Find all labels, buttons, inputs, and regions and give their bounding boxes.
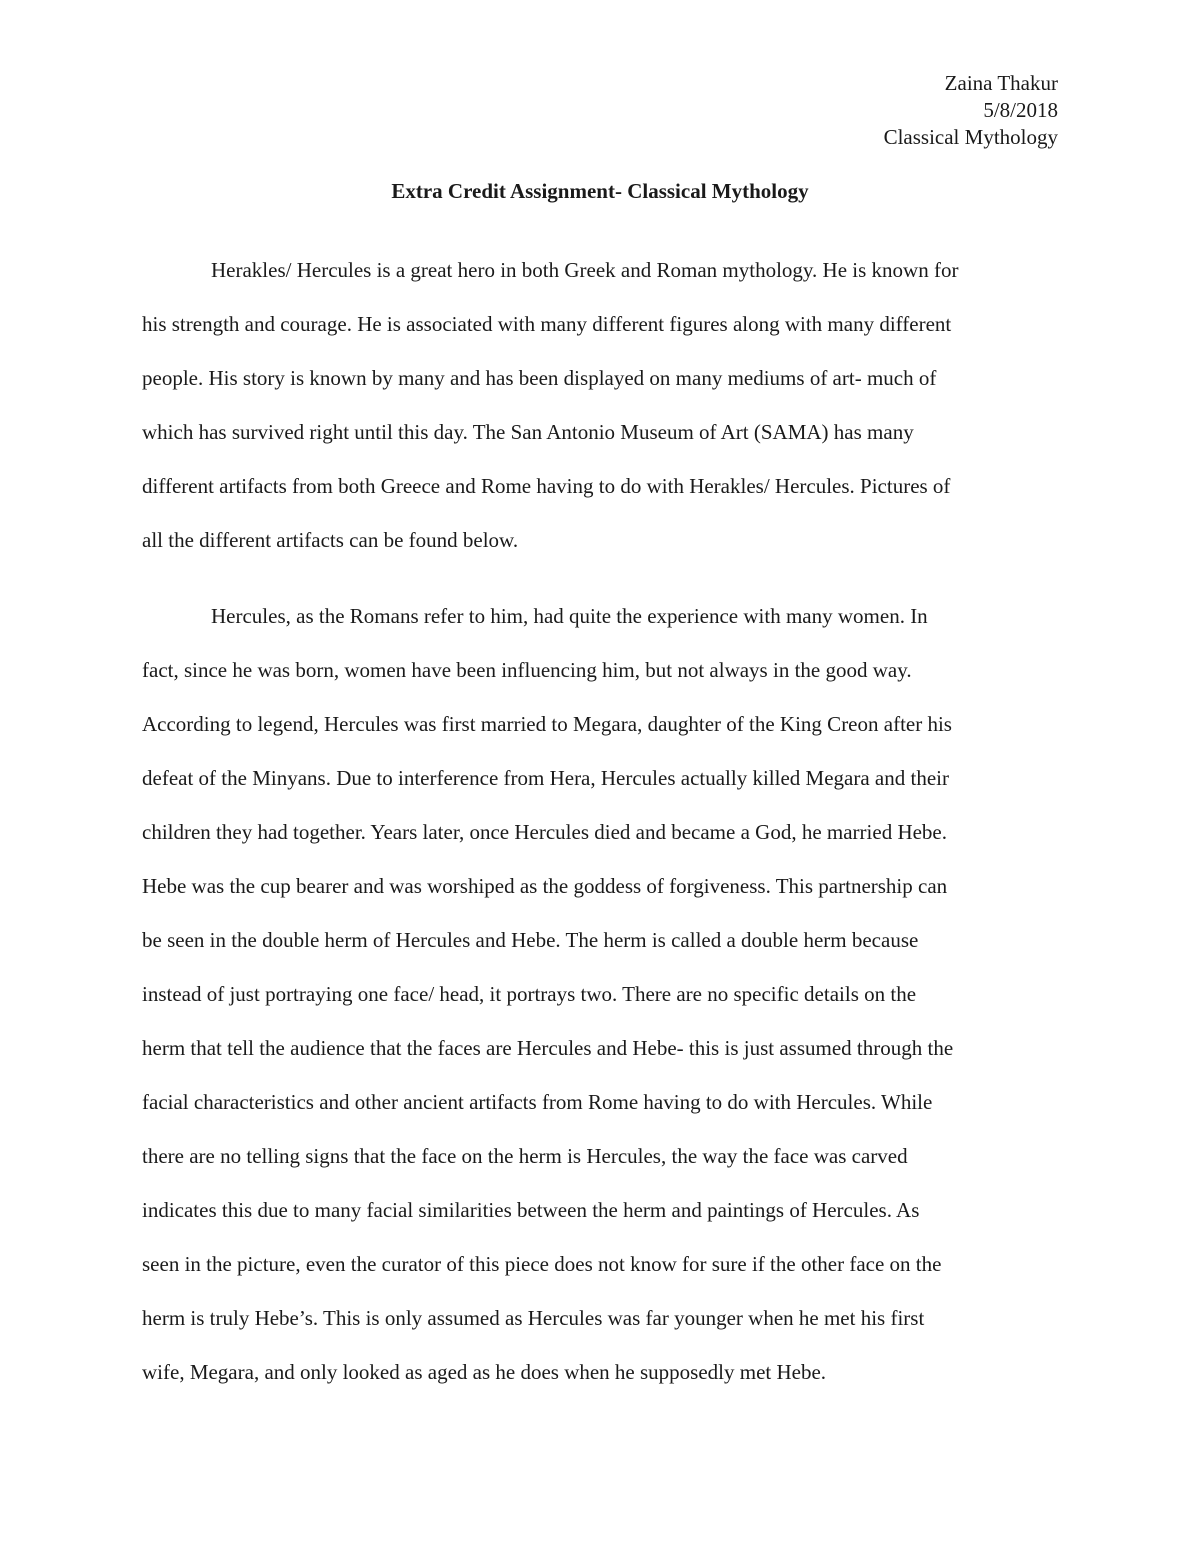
paragraph-line: there are no telling signs that the face on the herm is Hercules, the way the face was carved [142, 1144, 908, 1168]
paragraph-line: herm is truly Hebe’s. This is only assumed as Hercules was far younger when he met his first [142, 1306, 925, 1330]
paragraph-line: be seen in the double herm of Hercules and Hebe. The herm is called a double herm because [142, 928, 919, 952]
paragraph-line: facial characteristics and other ancient artifacts from Rome having to do with Hercules. While [142, 1090, 933, 1114]
paragraph-line: children they had together. Years later, once Hercules died and became a God, he married Hebe. [142, 820, 948, 844]
paragraph-line: fact, since he was born, women have been influencing him, but not always in the good way. [142, 658, 912, 682]
assignment-date: 5/8/2018 [983, 98, 1058, 122]
paragraph-line: herm that tell the audience that the faces are Hercules and Hebe- this is just assumed through the [142, 1036, 954, 1060]
paragraph-line: defeat of the Minyans. Due to interference from Hera, Hercules actually killed Megara and their [142, 766, 949, 790]
paragraph-intro [142, 243, 1058, 567]
paragraph-line: indicates this due to many facial similarities between the herm and paintings of Hercules. As [142, 1198, 920, 1222]
paragraph-line: his strength and courage. He is associated with many different figures along with many different [142, 312, 952, 336]
paragraph-line: all the different artifacts can be found below. [142, 528, 519, 552]
paragraph-line: Herakles/ Hercules is a great hero in both Greek and Roman mythology. He is known for [211, 258, 959, 282]
header-block [884, 70, 1058, 151]
document-title: Extra Credit Assignment- Classical Mythology [391, 179, 809, 203]
paragraph-line: people. His story is known by many and has been displayed on many mediums of art- much of [142, 366, 937, 390]
paragraph-line: wife, Megara, and only looked as aged as he does when he supposedly met Hebe. [142, 1360, 827, 1384]
paragraph-line: Hercules, as the Romans refer to him, had quite the experience with many women. In [211, 604, 928, 628]
paragraph-hercules-women [142, 589, 1058, 1399]
paragraph-line: seen in the picture, even the curator of this piece does not know for sure if the other face on the [142, 1252, 942, 1276]
paragraph-line: According to legend, Hercules was first married to Megara, daughter of the King Creon after his [142, 712, 952, 736]
course-name: Classical Mythology [883, 125, 1058, 149]
paragraph-line: which has survived right until this day. The San Antonio Museum of Art (SAMA) has many [142, 420, 914, 444]
paragraph-line: Hebe was the cup bearer and was worshiped as the goddess of forgiveness. This partnership can [142, 874, 948, 898]
paragraph-line: instead of just portraying one face/ head, it portrays two. There are no specific details on the [142, 982, 917, 1006]
author-name: Zaina Thakur [944, 71, 1058, 95]
paragraph-line: different artifacts from both Greece and Rome having to do with Herakles/ Hercules. Pictures of [142, 474, 951, 498]
